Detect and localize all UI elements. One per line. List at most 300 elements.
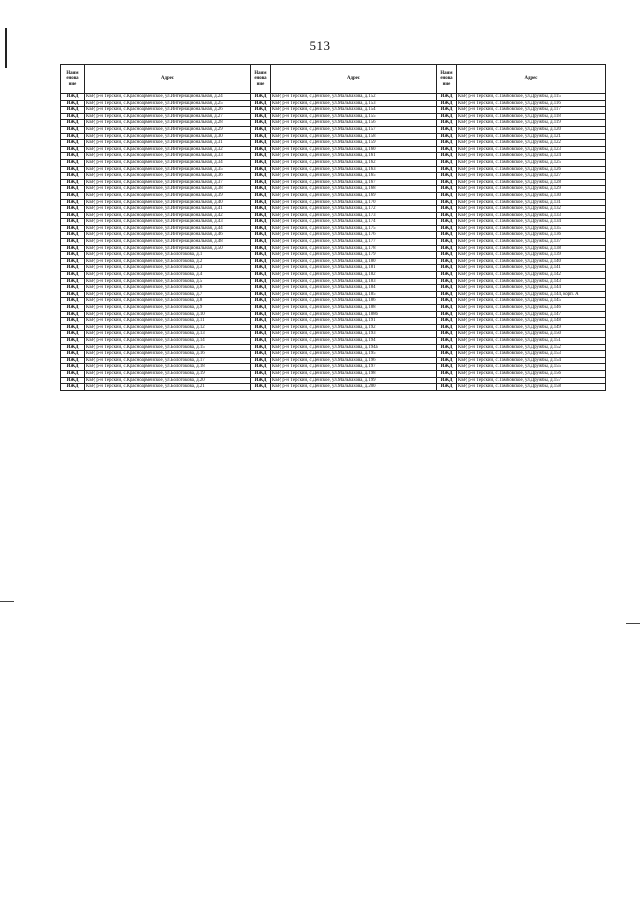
type-cell: ИЖД	[251, 140, 271, 147]
address-cell: КБР, р-н Терский, с.Дейское, ул.Мальбахова, д.192	[271, 324, 437, 331]
address-cell: КБР, р-н Терский, с.Тамбовское, ул.Дружбы, д.142	[457, 272, 606, 279]
type-cell: ИЖД	[61, 206, 85, 213]
address-cell: КБР, р-н Терский, с.Дейское, ул.Мальбахова, д.197	[271, 364, 437, 371]
type-cell: ИЖД	[437, 272, 457, 279]
type-cell: ИЖД	[61, 298, 85, 305]
table-row	[61, 324, 606, 331]
type-cell: ИЖД	[437, 370, 457, 377]
type-cell: ИЖД	[437, 219, 457, 226]
address-cell: КБР, р-н Терский, с.Дейское, ул.Мальбахова, д.158	[271, 133, 437, 140]
type-cell: ИЖД	[251, 113, 271, 120]
address-cell: КБР, р-н Терский, с.Тамбовское, ул.Дружбы, д.140	[457, 258, 606, 265]
type-cell: ИЖД	[251, 107, 271, 114]
type-cell: ИЖД	[437, 278, 457, 285]
address-cell: КБР, р-н Терский, с.Красноармейское, ул.Болотокова, д.21	[85, 384, 251, 391]
address-cell: КБР, р-н Терский, с.Дейское, ул.Мальбахова, д.153	[271, 100, 437, 107]
type-cell: ИЖД	[61, 278, 85, 285]
type-cell: ИЖД	[251, 252, 271, 259]
table-row	[61, 120, 606, 127]
address-cell: КБР, р-н Терский, с.Красноармейское, ул.Интернациональная, д.26	[85, 107, 251, 114]
type-cell: ИЖД	[251, 370, 271, 377]
type-cell: ИЖД	[251, 272, 271, 279]
address-cell: КБР, р-н Терский, с.Тамбовское, ул.Дружбы, д.115	[457, 94, 606, 101]
address-cell: КБР, р-н Терский, с.Дейское, ул.Мальбахова, д.196	[271, 357, 437, 364]
type-cell: ИЖД	[61, 159, 85, 166]
type-cell: ИЖД	[251, 278, 271, 285]
address-cell: КБР, р-н Терский, с.Красноармейское, ул.Интернациональная, д.33	[85, 153, 251, 160]
type-cell: ИЖД	[61, 199, 85, 206]
address-cell: КБР, р-н Терский, с.Дейское, ул.Мальбахова, д.200	[271, 384, 437, 391]
type-cell: ИЖД	[251, 219, 271, 226]
table-row	[61, 278, 606, 285]
type-cell: ИЖД	[437, 377, 457, 384]
address-cell: КБР, р-н Терский, с.Тамбовское, ул.Дружбы, д.156	[457, 370, 606, 377]
address-cell: КБР, р-н Терский, с.Красноармейское, ул.Болотокова, д.4	[85, 272, 251, 279]
address-cell: КБР, р-н Терский, с.Тамбовское, ул.Дружбы, д.132	[457, 206, 606, 213]
table-row	[61, 199, 606, 206]
type-cell: ИЖД	[61, 232, 85, 239]
table-row	[61, 179, 606, 186]
address-cell: КБР, р-н Терский, с.Дейское, ул.Мальбахова, д.177	[271, 239, 437, 246]
address-cell: КБР, р-н Терский, с.Дейское, ул.Мальбахова, д.172	[271, 206, 437, 213]
type-cell: ИЖД	[437, 285, 457, 292]
type-cell: ИЖД	[61, 225, 85, 232]
address-cell: КБР, р-н Терский, с.Красноармейское, ул.Болотокова, д.18	[85, 364, 251, 371]
address-cell: КБР, р-н Терский, с.Дейское, ул.Мальбахова, д.183	[271, 278, 437, 285]
table-row	[61, 239, 606, 246]
address-cell: КБР, р-н Терский, с.Тамбовское, ул.Дружбы, д.157	[457, 377, 606, 384]
table-row	[61, 311, 606, 318]
type-cell: ИЖД	[61, 239, 85, 246]
address-cell: КБР, р-н Терский, с.Дейское, ул.Мальбахова, д.169	[271, 192, 437, 199]
address-cell: КБР, р-н Терский, с.Тамбовское, ул.Дружбы, д.152	[457, 344, 606, 351]
table-row	[61, 272, 606, 279]
table-row	[61, 364, 606, 371]
type-cell: ИЖД	[437, 140, 457, 147]
address-cell: КБР, р-н Терский, с.Тамбовское, ул.Дружбы, д.133	[457, 212, 606, 219]
type-cell: ИЖД	[437, 107, 457, 114]
address-cell: КБР, р-н Терский, с.Дейское, ул.Мальбахова, д.162	[271, 159, 437, 166]
type-cell: ИЖД	[61, 100, 85, 107]
type-cell: ИЖД	[251, 377, 271, 384]
table-row	[61, 252, 606, 259]
type-cell: ИЖД	[251, 357, 271, 364]
header-address-3: Адрес	[457, 65, 606, 94]
type-cell: ИЖД	[437, 146, 457, 153]
address-cell: КБР, р-н Терский, с.Красноармейское, ул.Интернациональная, д.38	[85, 186, 251, 193]
address-cell: КБР, р-н Терский, с.Дейское, ул.Мальбахова, д.174	[271, 219, 437, 226]
address-cell: КБР, р-н Терский, с.Красноармейское, ул.Болотокова, д.8	[85, 298, 251, 305]
address-cell: КБР, р-н Терский, с.Дейское, ул.Мальбахова, д.160	[271, 146, 437, 153]
type-cell: ИЖД	[251, 120, 271, 127]
table-row	[61, 107, 606, 114]
table-row	[61, 245, 606, 252]
address-cell: КБР, р-н Терский, с.Красноармейское, ул.Интернациональная, д.25	[85, 100, 251, 107]
address-cell: КБР, р-н Терский, с.Дейское, ул.Мальбахова, д.181	[271, 265, 437, 272]
type-cell: ИЖД	[437, 120, 457, 127]
table-row	[61, 351, 606, 358]
type-cell: ИЖД	[61, 351, 85, 358]
address-cell: КБР, р-н Терский, с.Тамбовское, ул.Дружбы, д.148	[457, 318, 606, 325]
address-cell: КБР, р-н Терский, с.Тамбовское, ул.Дружбы, д.135	[457, 225, 606, 232]
address-cell: КБР, р-н Терский, с.Дейское, ул.Мальбахова, д.175	[271, 225, 437, 232]
address-cell: КБР, р-н Терский, с.Красноармейское, ул.Интернациональная, д.40	[85, 199, 251, 206]
fold-mark-right	[626, 623, 640, 624]
address-cell: КБР, р-н Терский, с.Тамбовское, ул.Дружбы, д.145	[457, 298, 606, 305]
address-cell: КБР, р-н Терский, с.Тамбовское, ул.Дружбы, д.117	[457, 107, 606, 114]
address-cell: КБР, р-н Терский, с.Дейское, ул.Мальбахова, д.194	[271, 337, 437, 344]
type-cell: ИЖД	[251, 206, 271, 213]
address-cell: КБР, р-н Терский, с.Тамбовское, ул.Дружбы, д.149	[457, 324, 606, 331]
type-cell: ИЖД	[61, 370, 85, 377]
address-cell: КБР, р-н Терский, с.Дейское, ул.Мальбахова, д.185	[271, 291, 437, 298]
address-cell: КБР, р-н Терский, с.Красноармейское, ул.Болотокова, д.15	[85, 344, 251, 351]
table-row	[61, 258, 606, 265]
type-cell: ИЖД	[251, 199, 271, 206]
type-cell: ИЖД	[251, 298, 271, 305]
address-cell: КБР, р-н Терский, с.Красноармейское, ул.Болотокова, д.13	[85, 331, 251, 338]
type-cell: ИЖД	[251, 384, 271, 391]
address-cell: КБР, р-н Терский, с.Тамбовское, ул.Дружбы, д.158	[457, 384, 606, 391]
type-cell: ИЖД	[437, 225, 457, 232]
address-cell: КБР, р-н Терский, с.Тамбовское, ул.Дружбы, д.128	[457, 179, 606, 186]
header-address-2: Адрес	[271, 65, 437, 94]
type-cell: ИЖД	[251, 166, 271, 173]
address-cell: КБР, р-н Терский, с.Дейское, ул.Мальбахова, д.188б	[271, 311, 437, 318]
address-cell: КБР, р-н Терский, с.Красноармейское, ул.Интернациональная, д.36	[85, 173, 251, 180]
type-cell: ИЖД	[251, 239, 271, 246]
type-cell: ИЖД	[437, 344, 457, 351]
address-cell: КБР, р-н Терский, с.Красноармейское, ул.Интернациональная, д.37	[85, 179, 251, 186]
address-cell: КБР, р-н Терский, с.Тамбовское, ул.Дружбы, д.151	[457, 337, 606, 344]
address-cell: КБР, р-н Терский, с.Красноармейское, ул.Болотокова, д.6	[85, 285, 251, 292]
type-cell: ИЖД	[437, 100, 457, 107]
address-cell: КБР, р-н Терский, с.Тамбовское, ул.Дружбы, д.129	[457, 186, 606, 193]
type-cell: ИЖД	[251, 285, 271, 292]
address-cell: КБР, р-н Терский, с.Красноармейское, ул.Интернациональная, д.39	[85, 192, 251, 199]
type-cell: ИЖД	[437, 199, 457, 206]
type-cell: ИЖД	[61, 377, 85, 384]
table-row	[61, 357, 606, 364]
address-cell: КБР, р-н Терский, с.Тамбовское, ул.Дружбы, д.137	[457, 239, 606, 246]
type-cell: ИЖД	[251, 192, 271, 199]
type-cell: ИЖД	[61, 173, 85, 180]
type-cell: ИЖД	[251, 258, 271, 265]
type-cell: ИЖД	[251, 100, 271, 107]
type-cell: ИЖД	[251, 186, 271, 193]
type-cell: ИЖД	[437, 357, 457, 364]
type-cell: ИЖД	[251, 212, 271, 219]
type-cell: ИЖД	[437, 126, 457, 133]
type-cell: ИЖД	[251, 331, 271, 338]
type-cell: ИЖД	[61, 305, 85, 312]
address-cell: КБР, р-н Терский, с.Красноармейское, ул.Интернациональная, д.34	[85, 159, 251, 166]
address-cell: КБР, р-н Терский, с.Красноармейское, ул.Интернациональная, д.41	[85, 206, 251, 213]
type-cell: ИЖД	[437, 159, 457, 166]
type-cell: ИЖД	[437, 179, 457, 186]
address-cell: КБР, р-н Терский, с.Тамбовское, ул.Дружбы, д.147	[457, 311, 606, 318]
address-cell: КБР, р-н Терский, с.Тамбовское, ул.Дружбы, д.130	[457, 192, 606, 199]
type-cell: ИЖД	[61, 364, 85, 371]
address-cell: КБР, р-н Терский, с.Красноармейское, ул.Интернациональная, д.24	[85, 94, 251, 101]
address-cell: КБР, р-н Терский, с.Дейское, ул.Мальбахова, д.163	[271, 166, 437, 173]
type-cell: ИЖД	[437, 384, 457, 391]
address-cell: КБР, р-н Терский, с.Тамбовское, ул.Дружбы, д.139	[457, 252, 606, 259]
address-cell: КБР, р-н Терский, с.Дейское, ул.Мальбахова, д.152	[271, 94, 437, 101]
type-cell: ИЖД	[437, 113, 457, 120]
type-cell: ИЖД	[61, 311, 85, 318]
address-cell: КБР, р-н Терский, с.Тамбовское, ул.Дружбы, д.141	[457, 265, 606, 272]
address-cell: КБР, р-н Терский, с.Тамбовское, ул.Дружбы, д.146	[457, 305, 606, 312]
address-cell: КБР, р-н Терский, с.Красноармейское, ул.Интернациональная, д.27	[85, 113, 251, 120]
table-row	[61, 305, 606, 312]
address-cell: КБР, р-н Терский, с.Дейское, ул.Мальбахова, д.186	[271, 298, 437, 305]
type-cell: ИЖД	[251, 344, 271, 351]
address-cell: КБР, р-н Терский, с.Красноармейское, ул.Болотокова, д.19	[85, 370, 251, 377]
table-row	[61, 384, 606, 391]
type-cell: ИЖД	[437, 192, 457, 199]
address-cell: КБР, р-н Терский, с.Красноармейское, ул.Болотокова, д.9	[85, 305, 251, 312]
type-cell: ИЖД	[61, 107, 85, 114]
type-cell: ИЖД	[437, 232, 457, 239]
type-cell: ИЖД	[251, 291, 271, 298]
type-cell: ИЖД	[437, 351, 457, 358]
address-cell: КБР, р-н Терский, с.Тамбовское, ул.Дружбы, д.136	[457, 232, 606, 239]
table-row	[61, 186, 606, 193]
type-cell: ИЖД	[61, 318, 85, 325]
address-cell: КБР, р-н Терский, с.Дейское, ул.Мальбахова, д.168	[271, 186, 437, 193]
address-cell: КБР, р-н Терский, с.Красноармейское, ул.Болотокова, д.12	[85, 324, 251, 331]
table-row	[61, 318, 606, 325]
type-cell: ИЖД	[251, 232, 271, 239]
address-cell: КБР, р-н Терский, с.Тамбовское, ул.Дружбы, д.121	[457, 133, 606, 140]
type-cell: ИЖД	[61, 245, 85, 252]
type-cell: ИЖД	[61, 337, 85, 344]
type-cell: ИЖД	[251, 318, 271, 325]
page-number: 513	[309, 38, 331, 53]
type-cell: ИЖД	[61, 126, 85, 133]
address-cell: КБР, р-н Терский, с.Красноармейское, ул.Болотокова, д.17	[85, 357, 251, 364]
type-cell: ИЖД	[437, 331, 457, 338]
address-cell: КБР, р-н Терский, с.Дейское, ул.Мальбахова, д.154	[271, 107, 437, 114]
type-cell: ИЖД	[437, 318, 457, 325]
address-cell: КБР, р-н Терский, с.Красноармейское, ул.Интернациональная, д.44	[85, 225, 251, 232]
address-cell: КБР, р-н Терский, с.Тамбовское, ул.Дружбы, д.116	[457, 100, 606, 107]
address-cell: КБР, р-н Терский, с.Красноармейское, ул.Болотокова, д.16	[85, 351, 251, 358]
address-cell: КБР, р-н Терский, с.Красноармейское, ул.Болотокова, д.1	[85, 252, 251, 259]
type-cell: ИЖД	[251, 126, 271, 133]
address-cell: КБР, р-н Терский, с.Дейское, ул.Мальбахова, д.184	[271, 285, 437, 292]
address-cell: КБР, р-н Терский, с.Дейское, ул.Мальбахова, д.178	[271, 245, 437, 252]
address-cell: КБР, р-н Терский, с.Красноармейское, ул.Интернациональная, д.28	[85, 120, 251, 127]
address-cell: КБР, р-н Терский, с.Тамбовское, ул.Дружбы, д.127	[457, 173, 606, 180]
type-cell: ИЖД	[251, 159, 271, 166]
address-cell: КБР, р-н Терский, с.Красноармейское, ул.Интернациональная, д.43	[85, 219, 251, 226]
type-cell: ИЖД	[437, 337, 457, 344]
type-cell: ИЖД	[61, 166, 85, 173]
table-row	[61, 212, 606, 219]
table-header	[61, 65, 606, 94]
type-cell: ИЖД	[61, 357, 85, 364]
table-row	[61, 225, 606, 232]
address-cell: КБР, р-н Терский, с.Тамбовское, ул.Дружбы, д.153	[457, 351, 606, 358]
address-cell: КБР, р-н Терский, с.Дейское, ул.Мальбахова, д.176	[271, 232, 437, 239]
type-cell: ИЖД	[251, 337, 271, 344]
address-cell: КБР, р-н Терский, с.Тамбовское, ул.Дружбы, д.126	[457, 166, 606, 173]
address-cell: КБР, р-н Терский, с.Дейское, ул.Мальбахова, д.159	[271, 140, 437, 147]
type-cell: ИЖД	[437, 252, 457, 259]
type-cell: ИЖД	[437, 364, 457, 371]
address-cell: КБР, р-н Терский, с.Красноармейское, ул.Болотокова, д.7	[85, 291, 251, 298]
table-row	[61, 219, 606, 226]
type-cell: ИЖД	[251, 153, 271, 160]
address-cell: КБР, р-н Терский, с.Дейское, ул.Мальбахова, д.195	[271, 351, 437, 358]
header-type-2: Наим енова ние	[251, 65, 271, 94]
address-cell: КБР, р-н Терский, с.Дейское, ул.Мальбахова, д.193	[271, 331, 437, 338]
type-cell: ИЖД	[61, 179, 85, 186]
address-cell: КБР, р-н Терский, с.Тамбовское, ул.Дружбы, д.154	[457, 357, 606, 364]
table-row	[61, 146, 606, 153]
address-cell: КБР, р-н Терский, с.Тамбовское, ул.Дружбы, д.144	[457, 285, 606, 292]
type-cell: ИЖД	[61, 212, 85, 219]
address-cell: КБР, р-н Терский, с.Красноармейское, ул.Болотокова, д.14	[85, 337, 251, 344]
address-cell: КБР, р-н Терский, с.Тамбовское, ул.Дружбы, д.125	[457, 159, 606, 166]
fold-mark-left	[0, 601, 14, 602]
address-cell: КБР, р-н Терский, с.Красноармейское, ул.Болотокова, д.10	[85, 311, 251, 318]
address-cell: КБР, р-н Терский, с.Дейское, ул.Мальбахова, д.188	[271, 305, 437, 312]
table-row	[61, 113, 606, 120]
header-row	[61, 65, 606, 94]
address-cell: КБР, р-н Терский, с.Красноармейское, ул.Интернациональная, д.30	[85, 133, 251, 140]
type-cell: ИЖД	[251, 133, 271, 140]
address-cell: КБР, р-н Терский, с.Тамбовское, ул.Дружбы, д.124	[457, 153, 606, 160]
type-cell: ИЖД	[61, 219, 85, 226]
address-cell: КБР, р-н Терский, с.Тамбовское, ул.Дружбы, д.123	[457, 146, 606, 153]
type-cell: ИЖД	[437, 239, 457, 246]
type-cell: ИЖД	[251, 146, 271, 153]
address-cell: КБР, р-н Терский, с.Красноармейское, ул.Интернациональная, д.31	[85, 140, 251, 147]
table-row	[61, 285, 606, 292]
table-row	[61, 291, 606, 298]
type-cell: ИЖД	[61, 291, 85, 298]
type-cell: ИЖД	[61, 285, 85, 292]
table-row	[61, 192, 606, 199]
address-cell: КБР, р-н Терский, с.Тамбовское, ул.Дружбы, д.144, корп. А	[457, 291, 606, 298]
type-cell: ИЖД	[61, 146, 85, 153]
type-cell: ИЖД	[61, 186, 85, 193]
address-cell: КБР, р-н Терский, с.Дейское, ул.Мальбахова, д.165	[271, 173, 437, 180]
table-row	[61, 133, 606, 140]
type-cell: ИЖД	[437, 94, 457, 101]
type-cell: ИЖД	[437, 311, 457, 318]
address-cell: КБР, р-н Терский, с.Тамбовское, ул.Дружбы, д.143	[457, 278, 606, 285]
type-cell: ИЖД	[251, 173, 271, 180]
table-row	[61, 370, 606, 377]
type-cell: ИЖД	[251, 324, 271, 331]
type-cell: ИЖД	[251, 265, 271, 272]
address-cell: КБР, р-н Терский, с.Красноармейское, ул.Интернациональная, д.48	[85, 239, 251, 246]
type-cell: ИЖД	[437, 212, 457, 219]
address-cell: КБР, р-н Терский, с.Дейское, ул.Мальбахова, д.173	[271, 212, 437, 219]
type-cell: ИЖД	[61, 272, 85, 279]
address-cell: КБР, р-н Терский, с.Дейское, ул.Мальбахова, д.182	[271, 272, 437, 279]
type-cell: ИЖД	[437, 305, 457, 312]
address-cell: КБР, р-н Терский, с.Тамбовское, ул.Дружбы, д.118	[457, 113, 606, 120]
table-row	[61, 298, 606, 305]
address-cell: КБР, р-н Терский, с.Красноармейское, ул.Болотокова, д.3	[85, 265, 251, 272]
address-cell: КБР, р-н Терский, с.Тамбовское, ул.Дружбы, д.120	[457, 126, 606, 133]
type-cell: ИЖД	[437, 258, 457, 265]
address-cell: КБР, р-н Терский, с.Тамбовское, ул.Дружбы, д.134	[457, 219, 606, 226]
address-cell: КБР, р-н Терский, с.Дейское, ул.Мальбахова, д.199	[271, 377, 437, 384]
table-row	[61, 232, 606, 239]
address-cell: КБР, р-н Терский, с.Красноармейское, ул.Интернациональная, д.29	[85, 126, 251, 133]
table-row	[61, 337, 606, 344]
table-row	[61, 159, 606, 166]
address-cell: КБР, р-н Терский, с.Тамбовское, ул.Дружбы, д.131	[457, 199, 606, 206]
address-cell: КБР, р-н Терский, с.Дейское, ул.Мальбахова, д.191	[271, 318, 437, 325]
header-type-1: Наим енова ние	[61, 65, 85, 94]
address-cell: КБР, р-н Терский, с.Красноармейское, ул.Интернациональная, д.32	[85, 146, 251, 153]
table-row	[61, 100, 606, 107]
address-cell: КБР, р-н Терский, с.Дейское, ул.Мальбахова, д.161	[271, 153, 437, 160]
type-cell: ИЖД	[61, 331, 85, 338]
type-cell: ИЖД	[61, 384, 85, 391]
type-cell: ИЖД	[437, 245, 457, 252]
type-cell: ИЖД	[437, 166, 457, 173]
type-cell: ИЖД	[251, 225, 271, 232]
type-cell: ИЖД	[61, 133, 85, 140]
type-cell: ИЖД	[251, 179, 271, 186]
type-cell: ИЖД	[61, 120, 85, 127]
type-cell: ИЖД	[61, 153, 85, 160]
type-cell: ИЖД	[437, 265, 457, 272]
type-cell: ИЖД	[61, 140, 85, 147]
type-cell: ИЖД	[251, 311, 271, 318]
address-cell: КБР, р-н Терский, с.Красноармейское, ул.Болотокова, д.11	[85, 318, 251, 325]
address-cell: КБР, р-н Терский, с.Красноармейское, ул.Интернациональная, д.50	[85, 245, 251, 252]
table-row	[61, 377, 606, 384]
address-cell: КБР, р-н Терский, с.Дейское, ул.Мальбахова, д.180	[271, 258, 437, 265]
address-cell: КБР, р-н Терский, с.Дейское, ул.Мальбахова, д.170	[271, 199, 437, 206]
type-cell: ИЖД	[437, 206, 457, 213]
address-cell: КБР, р-н Терский, с.Дейское, ул.Мальбахова, д.156	[271, 120, 437, 127]
table-row	[61, 94, 606, 101]
type-cell: ИЖД	[437, 298, 457, 305]
type-cell: ИЖД	[251, 94, 271, 101]
type-cell: ИЖД	[61, 258, 85, 265]
address-cell: КБР, р-н Терский, с.Красноармейское, ул.Интернациональная, д.35	[85, 166, 251, 173]
address-cell: КБР, р-н Терский, с.Тамбовское, ул.Дружбы, д.119	[457, 120, 606, 127]
address-cell: КБР, р-н Терский, с.Красноармейское, ул.Интернациональная, д.46	[85, 232, 251, 239]
type-cell: ИЖД	[61, 265, 85, 272]
type-cell: ИЖД	[251, 245, 271, 252]
type-cell: ИЖД	[437, 291, 457, 298]
table-row	[61, 206, 606, 213]
type-cell: ИЖД	[251, 364, 271, 371]
address-cell: КБР, р-н Терский, с.Тамбовское, ул.Дружбы, д.150	[457, 331, 606, 338]
type-cell: ИЖД	[61, 344, 85, 351]
address-cell: КБР, р-н Терский, с.Тамбовское, ул.Дружбы, д.122	[457, 140, 606, 147]
type-cell: ИЖД	[251, 351, 271, 358]
table-row	[61, 140, 606, 147]
type-cell: ИЖД	[61, 94, 85, 101]
address-cell: КБР, р-н Терский, с.Дейское, ул.Мальбахова, д.194а	[271, 344, 437, 351]
type-cell: ИЖД	[61, 113, 85, 120]
header-type-3: Наим енова ние	[437, 65, 457, 94]
address-table	[60, 64, 606, 391]
address-cell: КБР, р-н Терский, с.Дейское, ул.Мальбахова, д.198	[271, 370, 437, 377]
